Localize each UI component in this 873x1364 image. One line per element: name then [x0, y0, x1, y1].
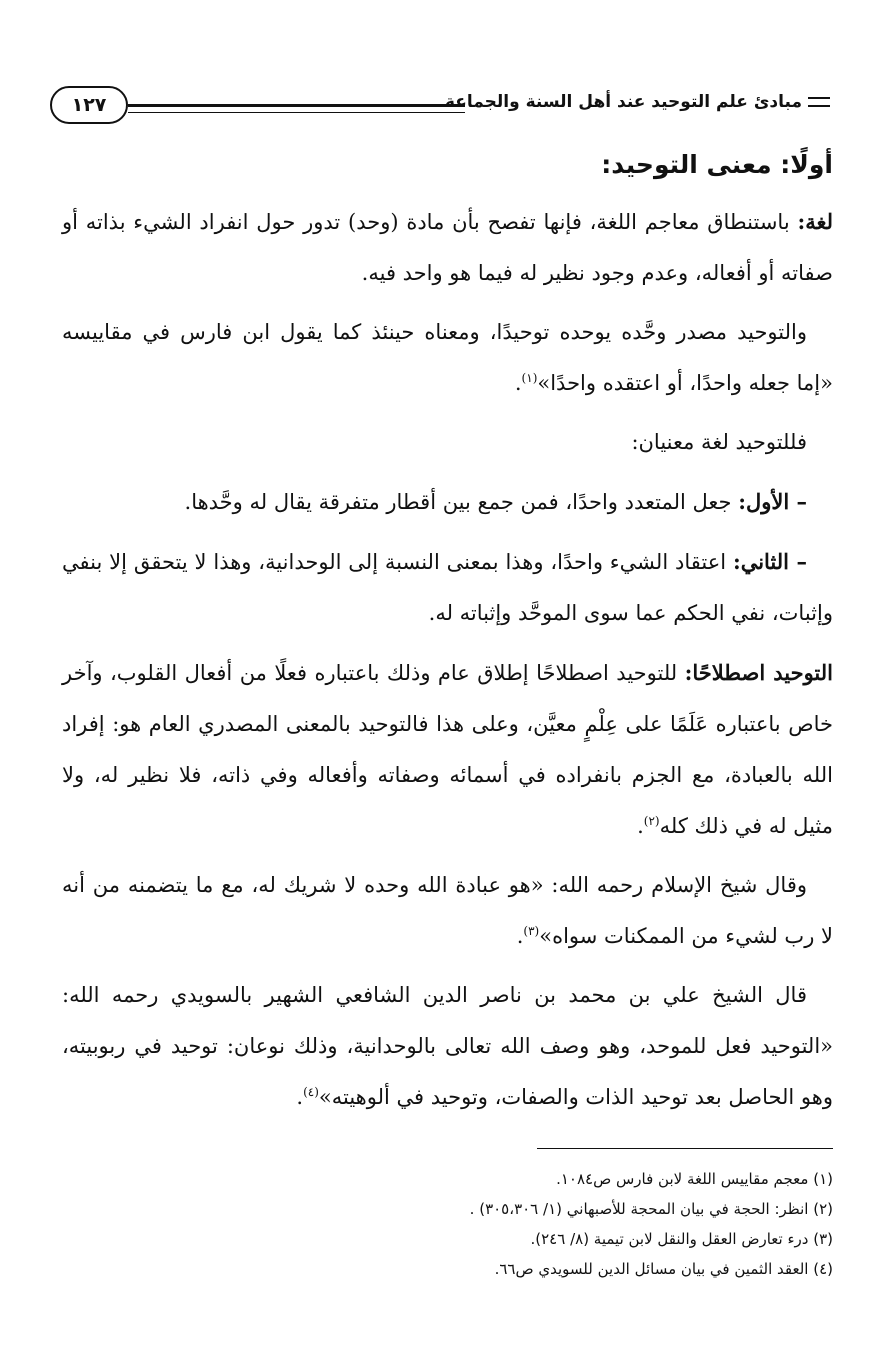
footnote-ref[interactable]: (١)	[521, 371, 538, 385]
paragraph-masdar	[62, 307, 833, 409]
paragraph-text: للتوحيد اصطلاحًا إطلاق عام وذلك باعتباره فعلًا من أفعال القلوب، وآخر خاص باعتباره عَلَمًا على عِلْمٍ معيَّن، وعلى هذا فالتوحيد بالمعنى المصدري العام هو: إفراد الله بالعبادة، مع الجزم بانفراده في أسمائه وصفاته وأفعاله وفي ذاته، فلا نظير له، ولا مثيل له في ذلك كله	[62, 661, 833, 838]
paragraph-term: التوحيد اصطلاحًا:	[684, 660, 833, 685]
paragraph-istilah	[62, 647, 833, 852]
header-rule	[128, 104, 465, 113]
header-title: مبادئ علم التوحيد عند أهل السنة والجماعة	[445, 92, 830, 112]
paragraph-tail: .	[296, 1085, 304, 1109]
paragraph-tail: .	[514, 371, 522, 395]
footnote-divider	[537, 1148, 833, 1149]
paragraph-first-meaning	[62, 476, 833, 528]
footnote-ref[interactable]: (٤)	[303, 1085, 319, 1099]
paragraph-text: فللتوحيد لغة معنيان:	[631, 430, 807, 454]
paragraph-two-meanings	[62, 417, 833, 468]
paragraph-text: وقال شيخ الإسلام رحمه الله: «هو عبادة الله وحده لا شريك له، مع ما يتضمنه من أنه لا رب لشيء من الممكنات سواه»	[62, 873, 833, 948]
paragraph-term: – الأول:	[738, 489, 807, 514]
footnote-2: (٢) انظر: الحجة في بيان المحجة للأصبهاني (١/ ٣٠٥،٣٠٦) .	[469, 1200, 833, 1218]
footnote-ref[interactable]: (٢)	[643, 814, 660, 828]
paragraph-suwaidi	[62, 970, 833, 1123]
footnote-3: (٣) درء تعارض العقل والنقل لابن تيمية (٨/ ٢٤٦).	[530, 1230, 833, 1248]
page-number: ١٢٧	[50, 86, 128, 124]
paragraph-second-meaning	[62, 536, 833, 639]
paragraph-text: قال الشيخ علي بن محمد بن ناصر الدين الشافعي الشهير بالسويدي رحمه الله: «التوحيد فعل للموحد، وهو وصف الله تعالى بالوحدانية، وذلك نوعان: توحيد في ربوبيته، وهو الحاصل بعد توحيد الذات والصفات، وتوحيد في ألوهيته»	[62, 983, 833, 1109]
footnotes	[62, 1164, 833, 1284]
paragraph-lugha	[62, 196, 833, 299]
paragraph-text: باستنطاق معاجم اللغة، فإنها تفصح بأن مادة (وحد) تدور حول انفراد الشيء بذاته أو صفاته أو أفعاله، وعدم وجود نظير له فيما هو واحد فيه.	[62, 210, 833, 285]
paragraph-text: جعل المتعدد واحدًا، فمن جمع بين أقطار متفرقة يقال له وحَّدها.	[184, 490, 739, 514]
paragraph-tail: .	[516, 924, 524, 948]
main-text	[62, 140, 833, 1131]
paragraph-text: والتوحيد مصدر وحَّده يوحده توحيدًا، ومعناه حينئذ كما يقول ابن فارس في مقاييسه «إما جعله واحدًا، أو اعتقده واحدًا»	[62, 320, 833, 395]
paragraph-term: – الثاني:	[732, 549, 807, 574]
paragraph-term: لغة:	[797, 209, 833, 234]
paragraph-text: اعتقاد الشيء واحدًا، وهذا بمعنى النسبة إلى الوحدانية، وهذا لا يتحقق إلا بنفي وإثبات، نفي الحكم عما سوى الموحَّد وإثباته له.	[62, 550, 833, 625]
running-header	[50, 86, 830, 132]
paragraph-tail: .	[637, 814, 644, 838]
paragraph-shaykh-islam	[62, 860, 833, 962]
section-heading: أولًا: معنى التوحيد:	[601, 150, 833, 179]
footnote-ref[interactable]: (٣)	[523, 924, 540, 938]
footnote-4: (٤) العقد الثمين في بيان مسائل الدين للسويدي ص٦٦.	[494, 1260, 833, 1278]
footnote-1: (١) معجم مقاييس اللغة لابن فارس ص١٠٨٤.	[556, 1170, 833, 1188]
